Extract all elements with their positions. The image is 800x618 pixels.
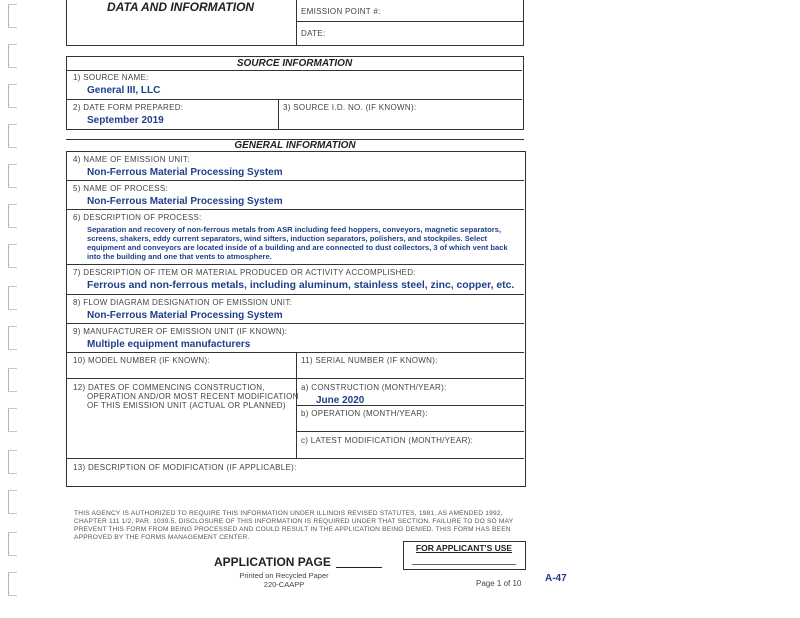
source-name-label: 1) SOURCE NAME: bbox=[73, 73, 149, 82]
date-prepared-label: 2) DATE FORM PREPARED: bbox=[73, 103, 184, 112]
form-number: 220-CAAPP bbox=[263, 580, 305, 589]
flow-diagram-label: 8) FLOW DIAGRAM DESIGNATION OF EMISSION UNIT: bbox=[73, 298, 293, 307]
source-name-value: General III, LLC bbox=[87, 85, 161, 96]
source-id-label: 3) SOURCE I.D. NO. (IF KNOWN): bbox=[283, 103, 417, 112]
binder-hole bbox=[8, 286, 17, 310]
date-label: DATE: bbox=[301, 29, 326, 38]
legal-notice-line: CHAPTER 111 1/2, PAR. 1039.5. DISCLOSURE OF THIS INFORMATION IS REQUIRED UNDER THAT SECTION. FAILURE TO DO SO MAY bbox=[74, 518, 514, 525]
binder-hole bbox=[8, 326, 17, 350]
legal-notice-line: THIS AGENCY IS AUTHORIZED TO REQUIRE THIS INFORMATION UNDER ILLINOIS REVISED STATUTES, 1981, AS AMENDED 1992, bbox=[74, 510, 503, 517]
process-description-label: 6) DESCRIPTION OF PROCESS: bbox=[73, 213, 202, 222]
application-page-label: APPLICATION PAGE bbox=[214, 555, 331, 569]
operation-date-label: b) OPERATION (MONTH/YEAR): bbox=[301, 409, 428, 418]
binder-hole bbox=[8, 408, 17, 432]
model-number-label: 10) MODEL NUMBER (IF KNOWN): bbox=[73, 356, 210, 365]
page-info: Page 1 of 10 bbox=[476, 579, 522, 588]
modification-description-label: 13) DESCRIPTION OF MODIFICATION (IF APPLICABLE): bbox=[73, 463, 297, 472]
emission-point-label: EMISSION POINT #: bbox=[301, 7, 381, 16]
manufacturer-value: Multiple equipment manufacturers bbox=[87, 339, 251, 350]
source-section-title: SOURCE INFORMATION bbox=[67, 57, 522, 71]
form-title: DATA AND INFORMATION bbox=[107, 0, 255, 14]
dates-label-line1: 12) DATES OF COMMENCING CONSTRUCTION, bbox=[73, 383, 265, 392]
date-sourceid-row bbox=[67, 100, 522, 129]
legal-notice bbox=[74, 510, 524, 542]
dates-row bbox=[67, 379, 524, 459]
binder-hole bbox=[8, 490, 17, 514]
flow-diagram-value: Non-Ferrous Material Processing System bbox=[87, 310, 283, 321]
construction-date-value: June 2020 bbox=[316, 395, 365, 406]
item-produced-label: 7) DESCRIPTION OF ITEM OR MATERIAL PRODUCED OR ACTIVITY ACCOMPLISHED: bbox=[73, 268, 416, 277]
date-prepared-value: September 2019 bbox=[87, 115, 164, 126]
flow-diagram-row bbox=[67, 295, 524, 324]
item-produced-row bbox=[67, 265, 524, 295]
binder-hole bbox=[8, 204, 17, 228]
process-description-value: Separation and recovery of non-ferrous metals from ASR including feed hoppers, conveyors, magnetic separators, screens, shakers, eddy current separators, wind sifters, induction separators, polishers, and stockpiles. Select equipment and conveyors are located inside of a building and are connected to dust collectors, 3 of which vent back into the building and one that vents to atmosphere. bbox=[87, 225, 508, 261]
source-information-section bbox=[66, 56, 524, 130]
binder-hole bbox=[8, 124, 17, 148]
binder-hole bbox=[8, 4, 17, 28]
model-serial-row bbox=[67, 353, 524, 379]
manufacturer-row bbox=[67, 324, 524, 353]
binder-hole bbox=[8, 244, 17, 268]
applicant-use-box bbox=[403, 541, 526, 570]
item-produced-value: Ferrous and non-ferrous metals, including aluminum, stainless steel, zinc, copper, etc. bbox=[87, 280, 515, 291]
binder-hole bbox=[8, 164, 17, 188]
construction-date-label: a) CONSTRUCTION (MONTH/YEAR): bbox=[301, 383, 447, 392]
binder-hole bbox=[8, 572, 17, 596]
serial-number-label: 11) SERIAL NUMBER (IF KNOWN): bbox=[301, 356, 438, 365]
legal-notice-line: PREVENT THIS FORM FROM BEING PROCESSED AND COULD RESULT IN THE APPLICATION BEING DENIED. THIS FORM HAS BEEN bbox=[74, 526, 511, 533]
emission-unit-name-label: 4) NAME OF EMISSION UNIT: bbox=[73, 155, 190, 164]
binder-hole bbox=[8, 368, 17, 392]
latest-modification-label: c) LATEST MODIFICATION (MONTH/YEAR): bbox=[301, 436, 474, 445]
header-box bbox=[66, 0, 524, 46]
source-name-row bbox=[67, 70, 522, 100]
printed-on-text: Printed on Recycled Paper bbox=[239, 571, 329, 580]
process-description-row bbox=[67, 210, 524, 265]
process-name-label: 5) NAME OF PROCESS: bbox=[73, 184, 169, 193]
modification-description-row bbox=[67, 459, 524, 485]
process-name-row bbox=[67, 181, 524, 210]
page-reference: A-47 bbox=[545, 573, 567, 584]
binder-hole bbox=[8, 532, 17, 556]
emission-unit-name-value: Non-Ferrous Material Processing System bbox=[87, 167, 283, 178]
binder-hole bbox=[8, 44, 17, 68]
legal-notice-line: APPROVED BY THE FORMS MANAGEMENT CENTER. bbox=[74, 534, 250, 541]
binder-hole bbox=[8, 450, 17, 474]
applicant-use-label: FOR APPLICANT'S USE bbox=[415, 543, 513, 553]
general-section-title: GENERAL INFORMATION bbox=[234, 140, 356, 151]
dates-label-line2: OPERATION AND/OR MOST RECENT MODIFICATION bbox=[87, 392, 299, 401]
emission-unit-name-row bbox=[67, 152, 524, 181]
manufacturer-label: 9) MANUFACTURER OF EMISSION UNIT (IF KNOWN): bbox=[73, 327, 288, 336]
printing-info bbox=[214, 571, 354, 589]
dates-label-line3: OF THIS EMISSION UNIT (ACTUAL OR PLANNED) bbox=[87, 401, 286, 410]
binder-hole bbox=[8, 84, 17, 108]
binder-holes bbox=[6, 0, 20, 618]
general-information-section bbox=[66, 151, 526, 487]
process-name-value: Non-Ferrous Material Processing System bbox=[87, 196, 283, 207]
